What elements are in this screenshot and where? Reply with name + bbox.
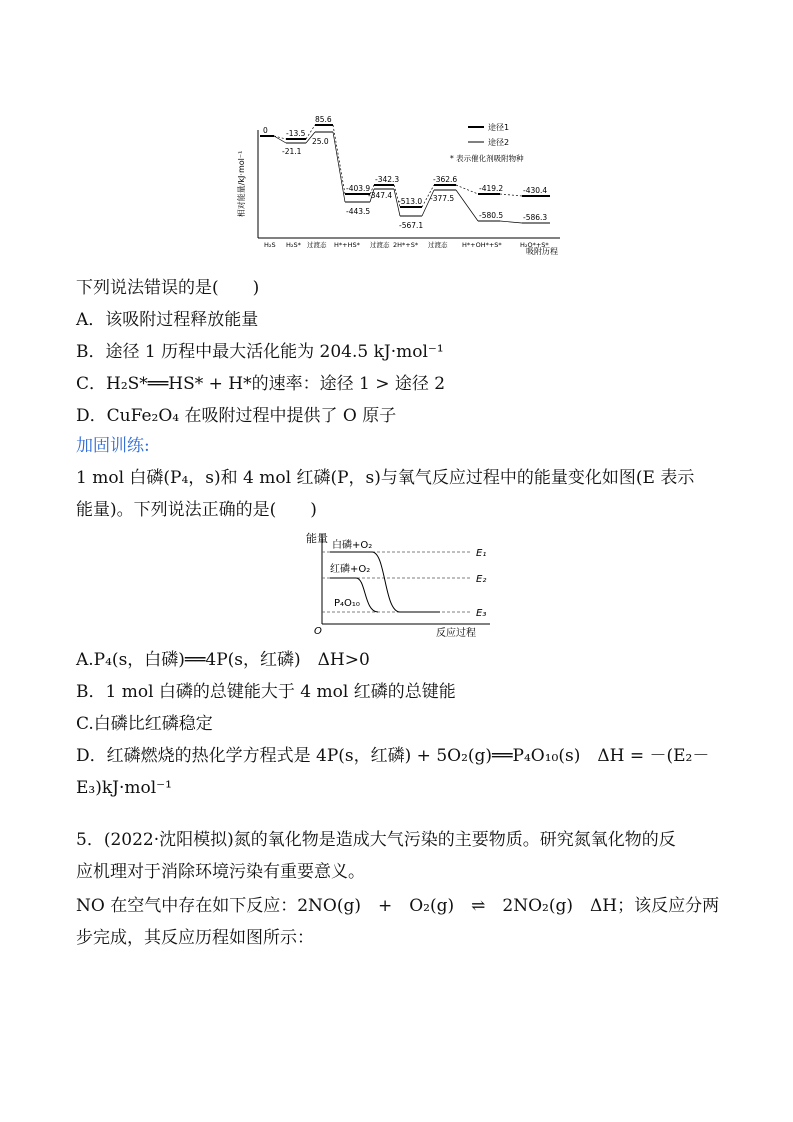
e-label: E₂: [476, 574, 487, 585]
value-label: -21.1: [282, 147, 302, 156]
origin-label: O: [314, 626, 322, 637]
value-label: -580.5: [479, 211, 504, 220]
value-label: -586.3: [523, 213, 548, 222]
x-axis-label: 反应过程: [436, 628, 476, 639]
x-tick: H₂S: [264, 241, 276, 249]
q5-line3: NO 在空气中存在如下反应：2NO(g) + O₂(g) ⇌ 2NO₂(g) ΔH；该反应分两: [76, 896, 720, 916]
x-tick: H₂S*: [286, 241, 301, 249]
legend-item: 途径2: [488, 138, 510, 147]
x-tick: H*+OH*+S*: [462, 241, 502, 249]
question-stem-line2: 能量)。下列说法正确的是( ): [76, 500, 317, 520]
phosphorus-energy-chart: [300, 528, 500, 644]
value-label: 85.6: [315, 115, 332, 124]
option-d: D．红磷燃烧的热化学方程式是 4P(s，红磷) + 5O₂(g)══P₄O₁₀(s) ΔH = －(E₂－: [76, 746, 710, 766]
option-b: B．1 mol 白磷的总键能大于 4 mol 红磷的总键能: [76, 682, 456, 702]
option-c: C.白磷比红磷稳定: [76, 714, 213, 734]
option-c: C．H₂S*══HS* + H*的速率：途径 1 > 途径 2: [76, 374, 446, 394]
x-tick: 2H*+S*: [393, 241, 419, 249]
value-label: 25.0: [312, 137, 329, 146]
value-label: -419.2: [479, 184, 504, 193]
x-tick: H*+HS*: [334, 241, 360, 249]
level-label: P₄O₁₀: [334, 598, 360, 609]
x-tick: 过渡态: [428, 241, 448, 249]
legend: [450, 122, 524, 163]
value-label: -567.1: [399, 221, 424, 230]
level-label: 红磷+O₂: [330, 564, 371, 575]
question-stem-line1: 1 mol 白磷(P₄，s)和 4 mol 红磷(P，s)与氧气反应过程中的能量变化如图(E 表示: [76, 468, 695, 488]
option-b: B．途径 1 历程中最大活化能为 204.5 kJ·mol⁻¹: [76, 342, 444, 362]
option-a: A.P₄(s，白磷)══4P(s，红磷) ΔH>0: [76, 650, 370, 670]
value-label: -403.9: [346, 184, 371, 193]
question-stem: 下列说法错误的是( ): [76, 278, 260, 298]
x-tick: 过渡态: [370, 241, 390, 249]
legend-note: * 表示催化剂吸附物种: [450, 154, 524, 163]
section-title: 加固训练:: [76, 436, 150, 456]
value-label: 0: [263, 126, 268, 135]
option-d-continued: E₃)kJ·mol⁻¹: [76, 778, 172, 798]
value-label: -342.3: [375, 175, 400, 184]
value-label: -13.5: [286, 129, 306, 138]
value-label: -377.5: [430, 194, 455, 203]
legend-item: 途径1: [488, 123, 510, 132]
x-tick: H₂O*+S*: [520, 241, 549, 249]
value-label: -430.4: [523, 186, 548, 195]
option-a: A．该吸附过程释放能量: [76, 310, 259, 330]
option-d: D．CuFe₂O₄ 在吸附过程中提供了 O 原子: [76, 406, 397, 426]
q5-line2: 应机理对于消除环境污染有重要意义。: [76, 862, 365, 882]
level-label: 白磷+O₂: [332, 540, 373, 551]
e-label: E₃: [476, 608, 487, 619]
value-label: -513.0: [398, 197, 423, 206]
energy-profile-chart: [230, 110, 570, 260]
value-label: -443.5: [346, 207, 371, 216]
y-axis-label: 能量: [306, 532, 328, 545]
x-tick-labels: [264, 240, 549, 249]
q5-line1: 5．(2022·沈阳模拟)氮的氧化物是造成大气污染的主要物质。研究氮氧化物的反: [76, 830, 676, 850]
value-label: -347.4: [368, 191, 393, 200]
q5-line4: 步完成，其反应历程如图所示：: [76, 928, 314, 948]
x-tick: 过渡态: [307, 241, 327, 249]
value-label: -362.6: [433, 175, 458, 184]
e-label: E₁: [476, 548, 487, 559]
x-axis-label: 吸附历程: [526, 247, 558, 256]
y-axis-label: 相对能量/kJ·mol⁻¹: [237, 150, 246, 218]
